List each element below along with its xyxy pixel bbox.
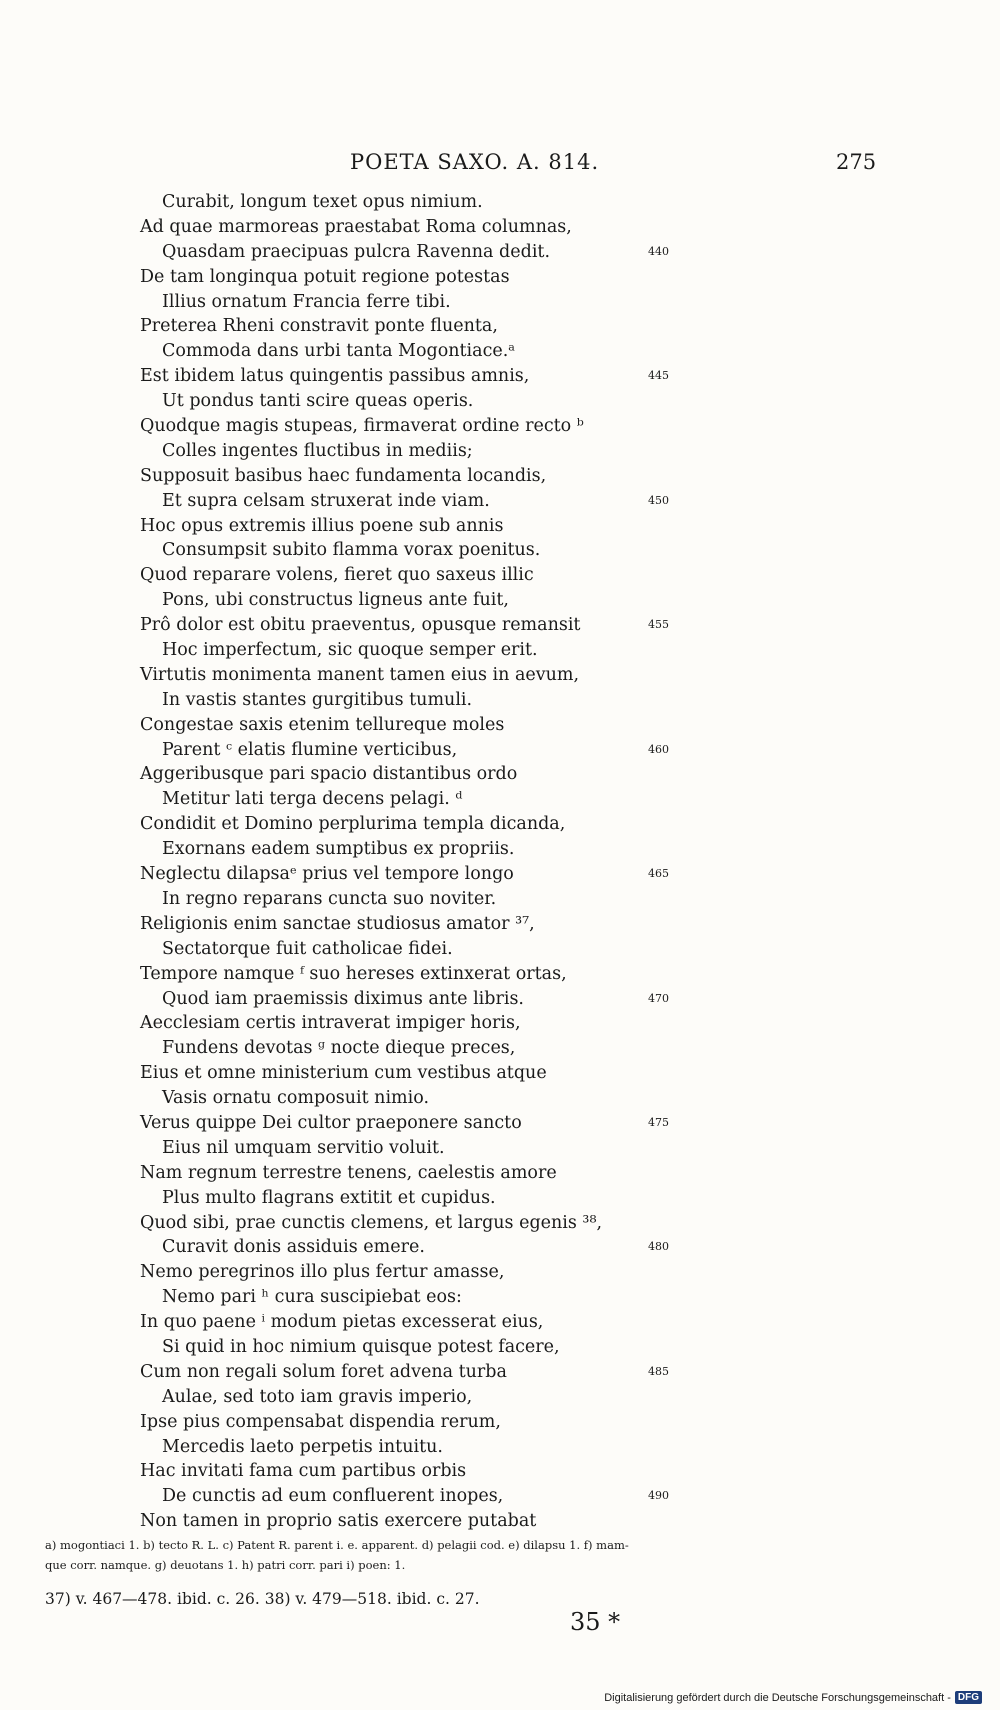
line-number: 490 (648, 1489, 669, 1503)
verse-line (140, 314, 860, 339)
verse-text: Colles ingentes fluctibus in mediis; (162, 440, 473, 461)
sheet-signature: 35 * (570, 1608, 621, 1636)
line-number: 440 (648, 244, 669, 258)
verse-text: Religionis enim sanctae studiosus amator ³⁷, (140, 913, 535, 934)
line-number: 450 (648, 493, 669, 507)
verse-line (140, 290, 860, 315)
verse-line (140, 364, 860, 389)
page-number: 275 (836, 150, 877, 174)
line-number: 465 (648, 867, 669, 881)
verse-line (140, 1360, 860, 1385)
verse-line (140, 1036, 860, 1061)
verse-line (140, 514, 860, 539)
verse-text: Hac invitati fama cum partibus orbis (140, 1461, 467, 1482)
verse-line (140, 787, 860, 812)
verse-text: Preterea Rheni constravit ponte fluenta, (140, 316, 498, 337)
verse-line (140, 1285, 860, 1310)
verse-line (140, 1061, 860, 1086)
verse-text: In vastis stantes gurgitibus tumuli. (162, 689, 473, 710)
verse-text: Quodque magis stupeas, firmaverat ordine recto ᵇ (140, 416, 584, 437)
verse-line (140, 738, 860, 763)
verse-text: Et supra celsam struxerat inde viam. (162, 490, 490, 511)
verse-line (140, 688, 860, 713)
verse-text: Fundens devotas ᵍ nocte dieque preces, (162, 1038, 516, 1059)
verse-text: Vasis ornatu composuit nimio. (162, 1088, 430, 1109)
verse-line (140, 1410, 860, 1435)
verse-text: Parent ᶜ elatis flumine verticibus, (162, 739, 458, 760)
verse-line (140, 563, 860, 588)
poem-text (140, 190, 860, 1534)
verse-text: Illius ornatum Francia ferre tibi. (162, 291, 451, 312)
verse-line (140, 638, 860, 663)
verse-text: In quo paene ⁱ modum pietas excesserat eius, (140, 1312, 544, 1333)
verse-text: Curavit donis assiduis emere. (162, 1237, 425, 1258)
verse-line (140, 837, 860, 862)
verse-line (140, 887, 860, 912)
verse-line (140, 912, 860, 937)
verse-text: Aulae, sed toto iam gravis imperio, (162, 1386, 473, 1407)
verse-text: De cunctis ad eum confluerent inopes, (162, 1486, 504, 1507)
verse-line (140, 862, 860, 887)
verse-text: Quod iam praemissis diximus ante libris. (162, 988, 524, 1009)
verse-line (140, 1435, 860, 1460)
verse-text: Non tamen in proprio satis exercere putabat (140, 1511, 537, 1532)
verse-text: Ipse pius compensabat dispendia rerum, (140, 1411, 501, 1432)
dfg-logo: DFG (955, 1691, 982, 1704)
verse-line (140, 240, 860, 265)
verse-line (140, 1509, 860, 1534)
line-number: 455 (648, 618, 669, 632)
verse-text: Eius et omne ministerium cum vestibus atque (140, 1063, 547, 1084)
verse-text: Hoc imperfectum, sic quoque semper erit. (162, 640, 538, 661)
verse-line (140, 713, 860, 738)
verse-text: Nam regnum terrestre tenens, caelestis amore (140, 1162, 557, 1183)
verse-text: Curabit, longum texet opus nimium. (162, 192, 483, 212)
verse-text: Cum non regali solum foret advena turba (140, 1361, 507, 1382)
verse-text: Quod reparare volens, fieret quo saxeus illic (140, 565, 534, 586)
verse-text: Virtutis monimenta manent tamen eius in aevum, (140, 664, 580, 685)
verse-line (140, 1260, 860, 1285)
verse-line (140, 1385, 860, 1410)
verse-line (140, 987, 860, 1012)
verse-line (140, 265, 860, 290)
verse-text: Supposuit basibus haec fundamenta locandis, (140, 465, 547, 486)
verse-line (140, 613, 860, 638)
verse-line (140, 1310, 860, 1335)
verse-text: Consumpsit subito flamma vorax poenitus. (162, 540, 541, 561)
verse-text: Ad quae marmoreas praestabat Roma columnas, (140, 216, 572, 237)
verse-text: Quod sibi, prae cunctis clemens, et largus egenis ³⁸, (140, 1212, 603, 1233)
footnote-line: que corr. namque. g) deuotans 1. h) patri corr. pari i) poen: 1. (45, 1558, 406, 1572)
verse-line (140, 1136, 860, 1161)
verse-line (140, 812, 860, 837)
verse-line (140, 389, 860, 414)
verse-text: Pons, ubi constructus ligneus ante fuit, (162, 590, 509, 611)
verse-text: Sectatorque fuit catholicae fidei. (162, 938, 453, 959)
verse-text: Quasdam praecipuas pulcra Ravenna dedit. (162, 241, 551, 262)
digitization-text: Digitalisierung gefördert durch die Deutsche Forschungsgemeinschaft - (604, 1691, 951, 1704)
verse-text: Mercedis laeto perpetis intuitu. (162, 1436, 443, 1457)
line-number: 480 (648, 1240, 669, 1254)
verse-text: Hoc opus extremis illius poene sub annis (140, 515, 504, 536)
verse-line (140, 1211, 860, 1236)
verse-text: Nemo pari ʰ cura suscipiebat eos: (162, 1287, 462, 1308)
verse-text: Si quid in hoc nimium quisque potest facere, (162, 1336, 560, 1357)
running-header: POETA SAXO. A. 814. (350, 150, 600, 174)
verse-text: Plus multo flagrans extitit et cupidus. (162, 1187, 496, 1208)
footnotes (45, 1535, 865, 1575)
verse-line (140, 1186, 860, 1211)
verse-text: Nemo peregrinos illo plus fertur amasse, (140, 1262, 505, 1283)
verse-text: Eius nil umquam servitio voluit. (162, 1137, 445, 1158)
verse-line (140, 937, 860, 962)
verse-line (140, 1459, 860, 1484)
verse-text: Est ibidem latus quingentis passibus amnis, (140, 366, 530, 387)
verse-line (140, 489, 860, 514)
line-number: 445 (648, 369, 669, 383)
line-number: 485 (648, 1364, 669, 1378)
verse-text: Commoda dans urbi tanta Mogontiace.ᵃ (162, 341, 516, 362)
verse-text: Tempore namque ᶠ suo hereses extinxerat ortas, (140, 963, 567, 984)
source-references: 37) v. 467—478. ibid. c. 26. 38) v. 479—518. ibid. c. 27. (45, 1590, 480, 1608)
verse-line (140, 1111, 860, 1136)
verse-text: Metitur lati terga decens pelagi. ᵈ (162, 789, 463, 810)
verse-line (140, 762, 860, 787)
verse-line (140, 1161, 860, 1186)
line-number: 460 (648, 742, 669, 756)
verse-text: De tam longinqua potuit regione potestas (140, 266, 510, 287)
verse-text: Aecclesiam certis intraverat impiger horis, (140, 1013, 521, 1034)
verse-line (140, 1086, 860, 1111)
verse-text: Aggeribusque pari spacio distantibus ordo (140, 764, 518, 785)
verse-line (140, 339, 860, 364)
verse-line (140, 190, 860, 215)
footnote-line: a) mogontiaci 1. b) tecto R. L. c) Patent R. parent i. e. apparent. d) pelagii cod. e) dilapsu 1. f) mam- (45, 1538, 629, 1552)
verse-line (140, 588, 860, 613)
verse-text: Exornans eadem sumptibus ex propriis. (162, 839, 515, 860)
line-number: 475 (648, 1115, 669, 1129)
verse-line (140, 1335, 860, 1360)
verse-line (140, 215, 860, 240)
verse-line (140, 1484, 860, 1509)
verse-text: In regno reparans cuncta suo noviter. (162, 888, 497, 909)
verse-line (140, 414, 860, 439)
verse-line (140, 1011, 860, 1036)
verse-line (140, 439, 860, 464)
verse-line (140, 663, 860, 688)
verse-text: Congestae saxis etenim tellureque moles (140, 714, 505, 735)
verse-line (140, 1235, 860, 1260)
verse-text: Verus quippe Dei cultor praeponere sancto (140, 1112, 522, 1133)
verse-text: Neglectu dilapsaᵉ prius vel tempore longo (140, 864, 514, 885)
digitization-credit (604, 1691, 982, 1704)
verse-line (140, 538, 860, 563)
verse-line (140, 464, 860, 489)
line-number: 470 (648, 991, 669, 1005)
verse-text: Condidit et Domino perplurima templa dicanda, (140, 814, 566, 835)
verse-text: Prô dolor est obitu praeventus, opusque remansit (140, 615, 581, 636)
verse-line (140, 962, 860, 987)
verse-text: Ut pondus tanti scire queas operis. (162, 391, 474, 412)
